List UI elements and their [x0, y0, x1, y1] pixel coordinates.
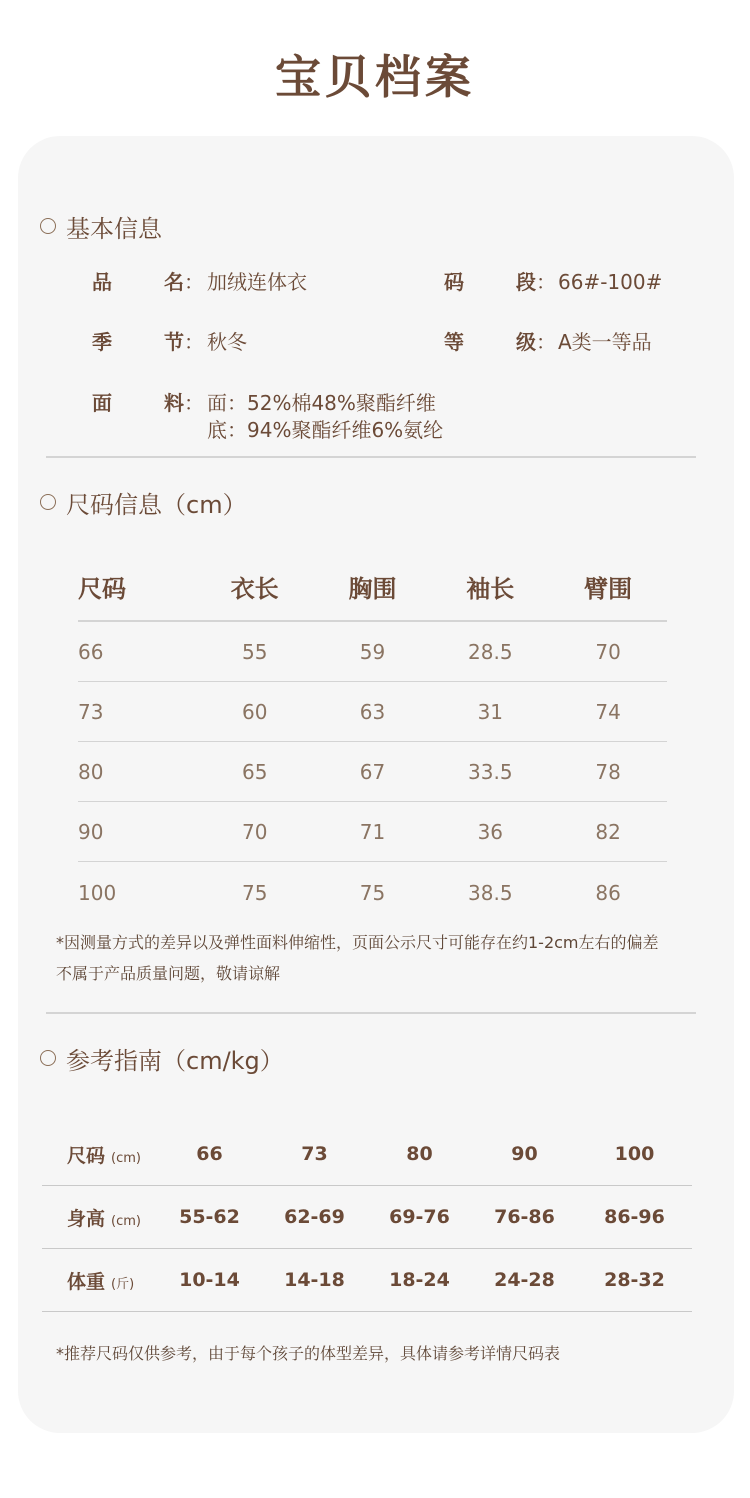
size-cell: 100	[78, 881, 117, 905]
season-colon: ：	[184, 330, 204, 354]
reference-cell: 100	[614, 1143, 655, 1165]
reference-cell: 18-24	[389, 1269, 450, 1291]
size-note	[56, 927, 688, 989]
grade-label-char-2: 级	[516, 330, 536, 354]
size-table-header	[78, 552, 667, 622]
reference-label-unit: (cm)	[111, 1213, 141, 1229]
reference-row-label	[42, 1267, 157, 1294]
sleeve-cell: 28.5	[468, 639, 513, 664]
chest-cell: 71	[359, 819, 386, 844]
fabric-outer-value: 面：52%棉48%聚酯纤维	[207, 391, 436, 415]
size-info-title: 尺码信息（cm）	[66, 490, 247, 519]
section-divider	[46, 1012, 696, 1014]
product-name-label-char-2: 名	[164, 270, 184, 294]
reference-row-label	[42, 1204, 157, 1231]
size-cell: 90	[78, 819, 104, 844]
table-row	[42, 1249, 692, 1312]
season-label-char-1: 季	[92, 330, 112, 354]
page-title: 宝贝档案	[275, 50, 475, 104]
table-row	[78, 682, 667, 742]
reference-label-text: 体重	[67, 1270, 106, 1293]
season-value: 秋冬	[207, 330, 247, 354]
sleeve-cell: 31	[477, 699, 504, 724]
size-header-size: 尺码	[78, 574, 126, 603]
size-cell: 66	[78, 639, 104, 664]
size-header-sleeve: 袖长	[466, 574, 515, 603]
chest-cell: 75	[359, 881, 386, 905]
basic-info-title: 基本信息	[66, 214, 162, 243]
table-row	[78, 862, 667, 924]
reference-title: 参考指南（cm/kg）	[66, 1046, 284, 1075]
size-header-chest: 胸围	[348, 574, 397, 603]
size-range-colon: ：	[536, 270, 556, 294]
length-cell: 75	[241, 881, 268, 905]
arm-cell: 86	[595, 881, 621, 905]
reference-cell: 24-28	[494, 1269, 555, 1291]
length-cell: 55	[241, 639, 268, 664]
size-cell: 80	[78, 759, 104, 784]
length-cell: 65	[241, 759, 268, 784]
size-header-length: 衣长	[230, 574, 279, 603]
reference-cell: 28-32	[604, 1269, 665, 1291]
table-row	[42, 1123, 692, 1186]
size-note-line-1: *因测量方式的差异以及弹性面料伸缩性，页面公示尺寸可能存在约1-2cm左右的偏差	[56, 933, 659, 952]
chest-cell: 67	[359, 759, 386, 784]
sleeve-cell: 36	[477, 819, 504, 844]
grade-label-char-1: 等	[444, 330, 464, 354]
reference-label-text: 尺码	[67, 1144, 106, 1167]
product-name-value: 加绒连体衣	[207, 270, 307, 294]
reference-label-unit: (斤)	[111, 1276, 135, 1292]
size-range-value: 66#-100#	[558, 270, 663, 294]
chest-cell: 59	[359, 639, 386, 664]
product-name-colon: ：	[184, 270, 204, 294]
arm-cell: 78	[595, 759, 621, 784]
grade-value: A类一等品	[558, 330, 652, 354]
fabric-colon: ：	[184, 391, 204, 415]
size-note-line-2: 不属于产品质量问题，敬请谅解	[56, 964, 281, 983]
size-range-label-char-1: 码	[444, 270, 464, 294]
table-row	[78, 742, 667, 802]
reference-cell: 76-86	[494, 1206, 555, 1228]
reference-cell: 90	[511, 1143, 538, 1165]
circle-marker-icon	[40, 218, 56, 234]
reference-cell: 73	[301, 1143, 328, 1165]
sleeve-cell: 38.5	[468, 881, 513, 905]
reference-section-title	[40, 1038, 284, 1078]
grade-colon: ：	[536, 330, 556, 354]
circle-marker-icon	[40, 494, 56, 510]
size-header-arm: 臂围	[584, 574, 633, 603]
basic-info-section-title	[40, 206, 162, 246]
reference-table	[42, 1123, 692, 1312]
table-row	[78, 622, 667, 682]
size-cell: 73	[78, 699, 104, 724]
reference-row-label	[42, 1141, 157, 1168]
length-cell: 60	[241, 699, 268, 724]
fabric-label-char-2: 料	[164, 391, 184, 415]
size-info-section-title	[40, 482, 247, 522]
reference-cell: 80	[406, 1143, 433, 1165]
section-divider	[46, 456, 696, 458]
chest-cell: 63	[359, 699, 386, 724]
reference-cell: 66	[196, 1143, 223, 1165]
fabric-label-char-1: 面	[92, 391, 112, 415]
reference-cell: 10-14	[179, 1269, 240, 1291]
table-row	[42, 1186, 692, 1249]
season-label-char-2: 节	[164, 330, 184, 354]
arm-cell: 82	[595, 819, 621, 844]
length-cell: 70	[241, 819, 268, 844]
product-name-label-char-1: 品	[92, 270, 112, 294]
reference-cell: 69-76	[389, 1206, 450, 1228]
reference-cell: 14-18	[284, 1269, 345, 1291]
reference-cell: 62-69	[284, 1206, 345, 1228]
table-row	[78, 802, 667, 862]
reference-cell: 86-96	[604, 1206, 665, 1228]
size-range-label-char-2: 段	[516, 270, 536, 294]
reference-cell: 55-62	[179, 1206, 240, 1228]
circle-marker-icon	[40, 1050, 56, 1066]
fabric-inner-value: 底：94%聚酯纤维6%氨纶	[207, 418, 444, 442]
size-table	[78, 552, 667, 924]
sleeve-cell: 33.5	[468, 759, 513, 784]
arm-cell: 70	[595, 639, 621, 664]
reference-label-text: 身高	[67, 1207, 106, 1230]
reference-note: *推荐尺码仅供参考，由于每个孩子的体型差异，具体请参考详情尺码表	[56, 1344, 561, 1363]
reference-label-unit: (cm)	[111, 1150, 141, 1166]
arm-cell: 74	[595, 699, 621, 724]
